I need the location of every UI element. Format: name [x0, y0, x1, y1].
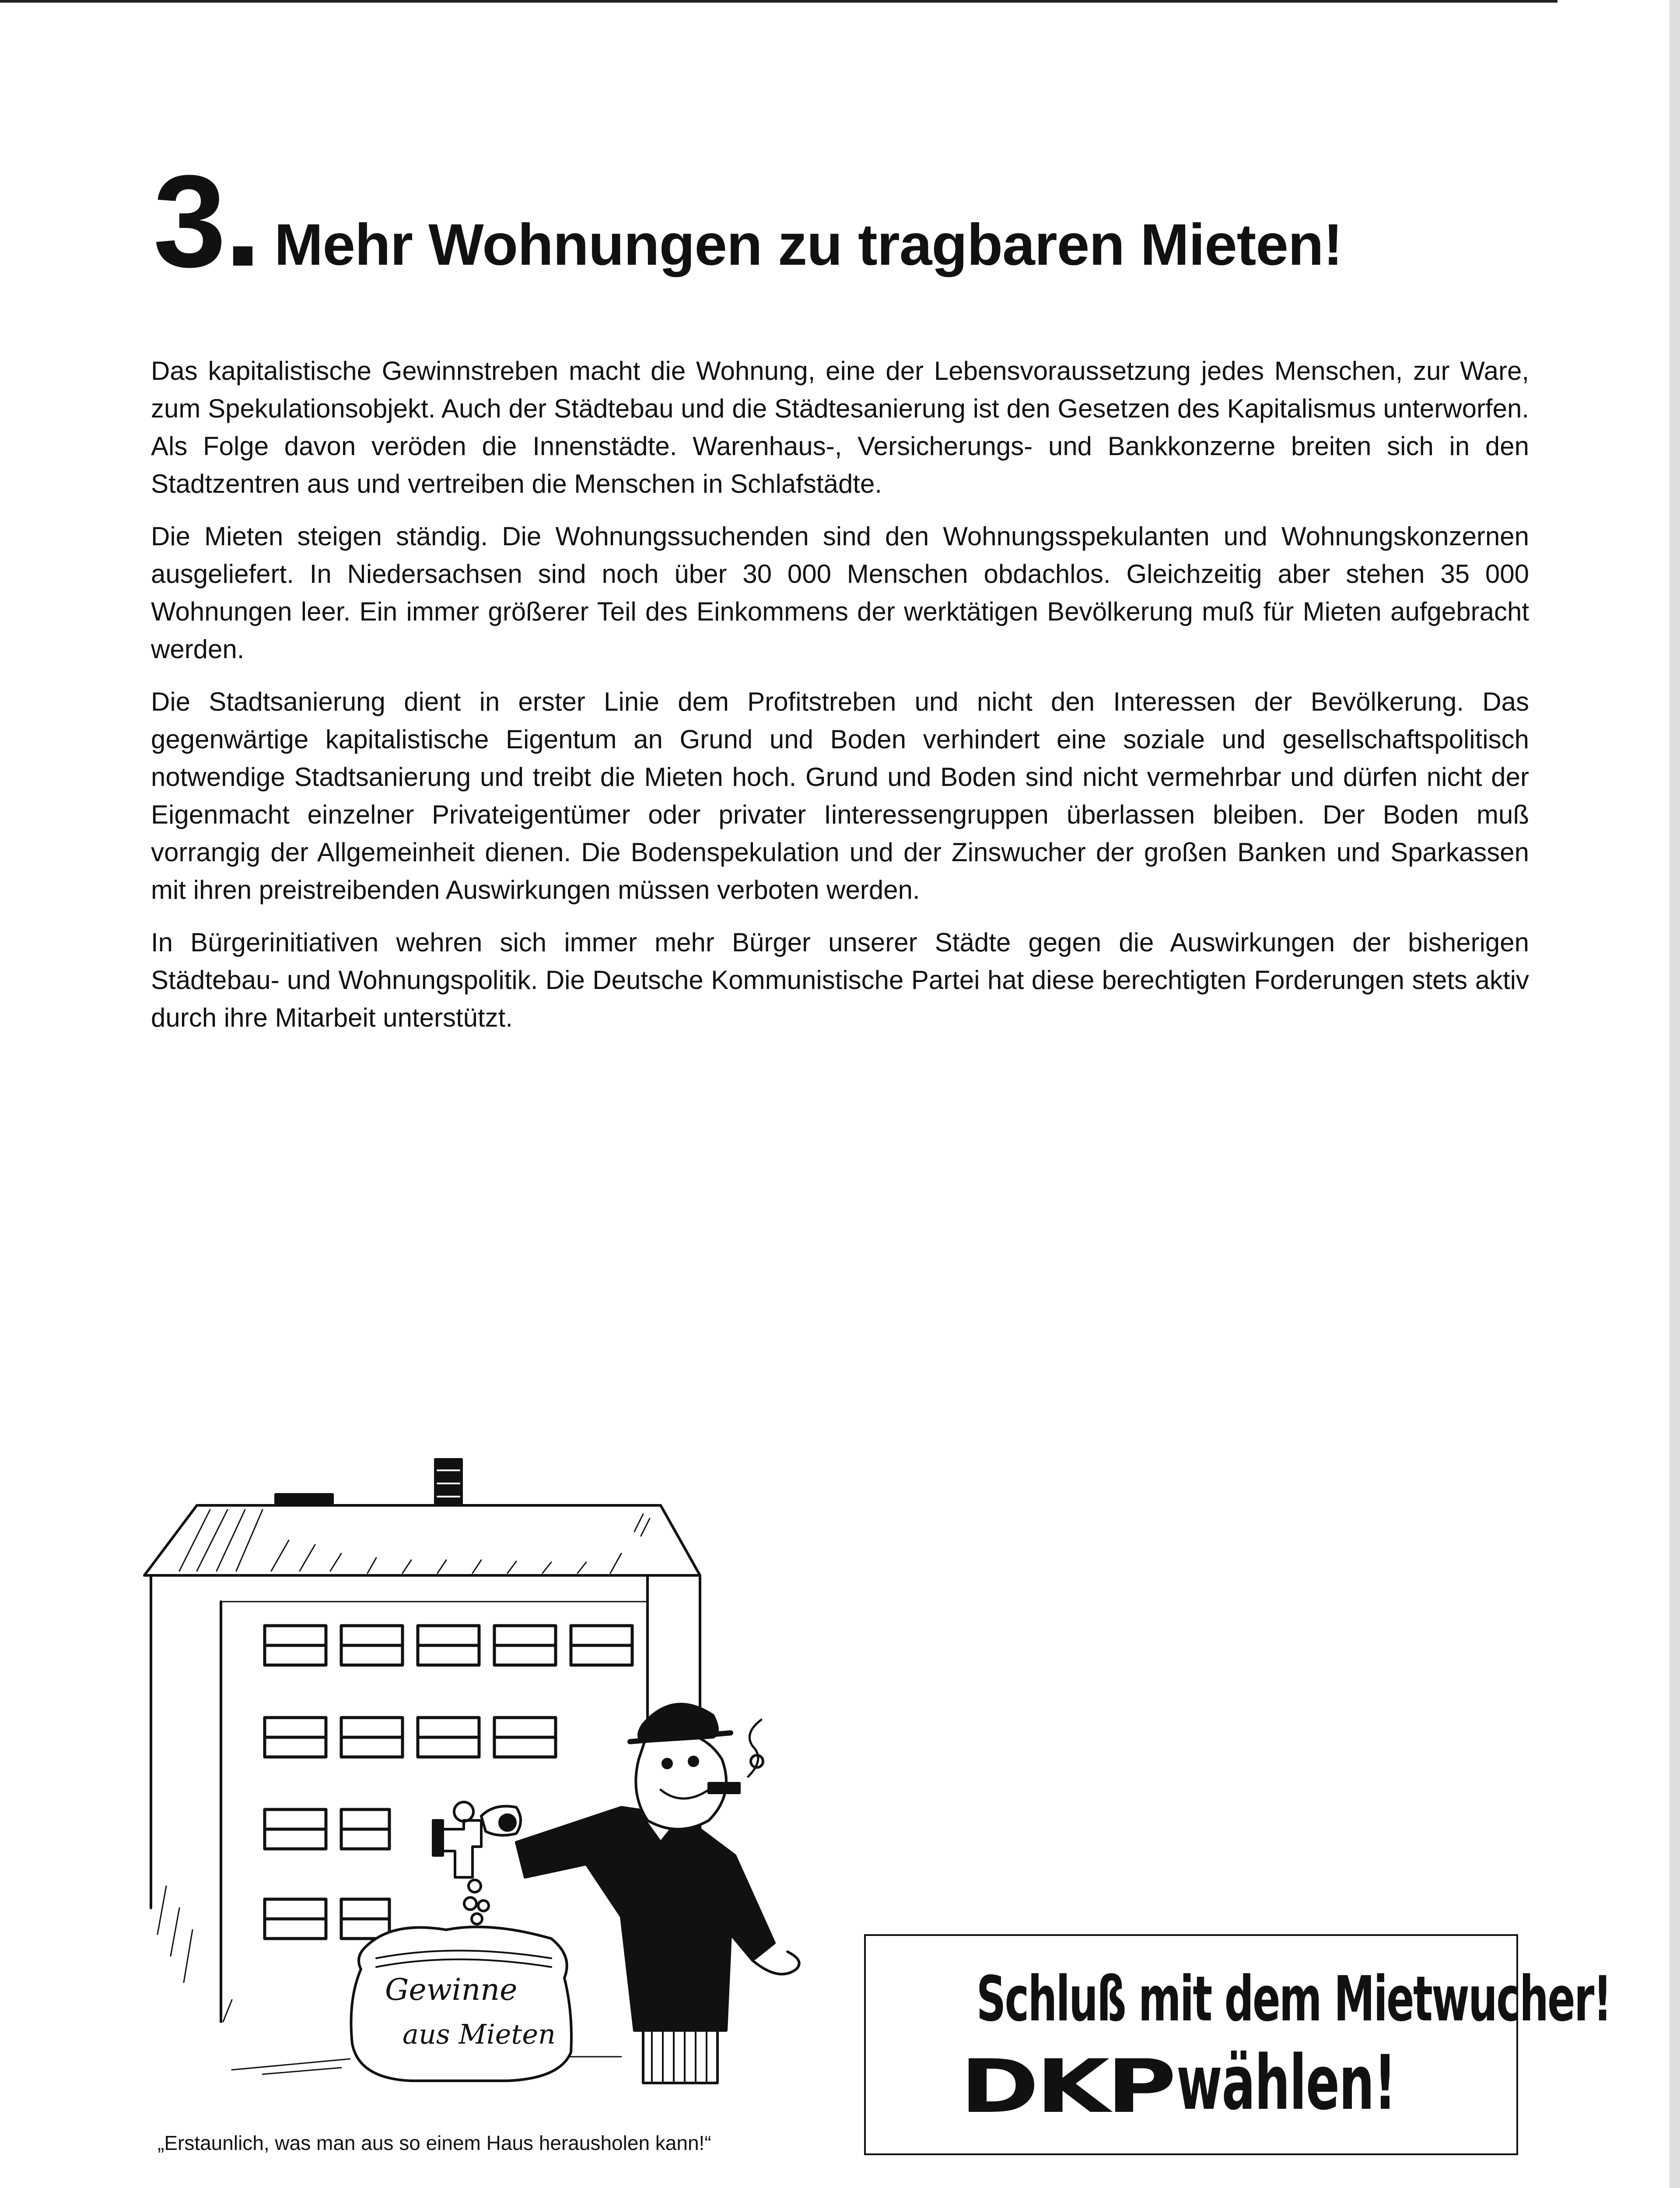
- money-sack: [351, 1927, 572, 2081]
- top-rule: [0, 0, 1558, 3]
- illustration-caption: „Erstaunlich, was man aus so einem Haus herausholen kann!“: [158, 2132, 711, 2154]
- paragraph-1: Das kapitalistische Gewinnstreben macht die Wohnung, eine der Lebensvoraussetzung jedes Menschen, zur Ware, zum Spekulationsobjekt. Auch der Städtebau und die Städtesanierung ist den Gesetzen des Kapitalismus unterworfen. Als Folge davon veröden die Innenstädte. Warenhaus-, Versicherungs- und Bankkonzerne breiten sich in den Stadtzentren aus und vertreiben die Menschen in Schlafstädte.: [151, 356, 1529, 498]
- slogan-action: wählen!: [1176, 2039, 1396, 2127]
- heading-bullet: [233, 246, 252, 266]
- section-number: 3: [153, 147, 224, 295]
- slogan-headline: Schluß mit dem Mietwucher!: [976, 1963, 1611, 2035]
- paragraph-3: Die Stadtsanierung dient in erster Linie dem Profitstreben und nicht den Interessen der Bevölkerung. Das gegenwärtige kapitalistische Eigentum an Grund und Boden verhindert eine soziale und gesellschaftspolitisch notwendige Stadtsanierung und treibt die Mieten hoch. Grund und Boden sind nicht vermehrbar und dürfen nicht der Eigenmacht einzelner Privateigentümer oder privater Iinteressengruppen überlassen bleiben. Der Boden muß vorrangig der Allgemeinheit dienen. Die Bodenspekulation und der Zinswucher der großen Banken und Sparkassen mit ihren preistreibenden Auswirkungen müssen verboten werden.: [151, 687, 1529, 905]
- section-heading: [153, 147, 1343, 295]
- slogan-box: [864, 1934, 1611, 2155]
- page-edge-shadow: [1670, 0, 1680, 2188]
- section-title: Mehr Wohnungen zu tragbaren Mieten!: [274, 212, 1343, 277]
- house-windows: [265, 1626, 632, 1939]
- cartoon-illustration: [131, 1444, 866, 2096]
- faucet: [433, 1802, 489, 1924]
- svg-text:Gewinne: Gewinne: [385, 1973, 518, 2007]
- slogan-call-to-action: [866, 2039, 1516, 2129]
- paragraph-2: Die Mieten steigen ständig. Die Wohnungssuchenden sind den Wohnungsspekulanten und Wohnungskonzernen ausgeliefert. In Niedersachsen sind noch über 30 000 Menschen obdachlos. Gleichzeitig aber stehen 35 000 Wohnungen leer. Ein immer größerer Teil des Einkommens der werktätigen Bevölkerung muß für Mieten aufgebracht werden.: [151, 522, 1529, 664]
- paragraph-4: In Bürgerinitiativen wehren sich immer mehr Bürger unserer Städte gegen die Auswirkungen der bisherigen Städtebau- und Wohnungspolitik. Die Deutsche Kommunistische Partei hat diese berechtigten Forderungen stets aktiv durch ihre Mitarbeit unterstützt.: [151, 928, 1529, 1032]
- svg-text:aus Mieten: aus Mieten: [402, 2018, 556, 2050]
- body-text: [151, 352, 1529, 1052]
- party-logo: DKP: [960, 2044, 1173, 2129]
- house-roof: [144, 1505, 700, 1575]
